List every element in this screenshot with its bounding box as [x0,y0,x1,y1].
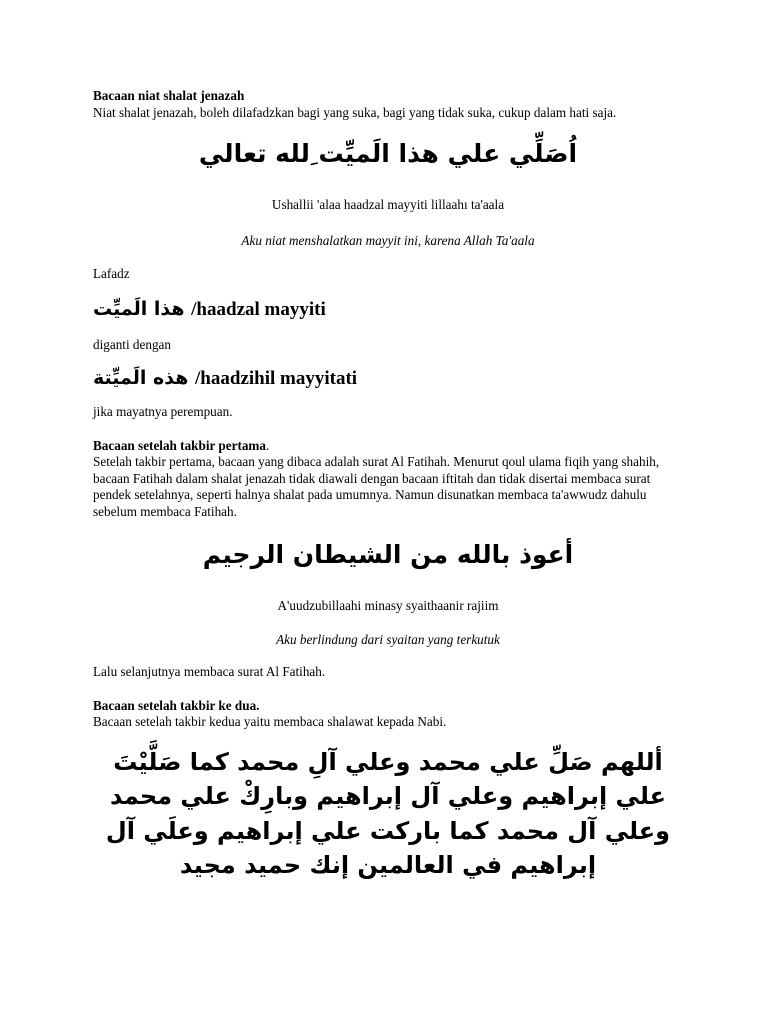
arabic-niat: اُصَلِّي علي هذا الَميِّت ِلله تعالي [198,139,578,168]
latin-niat: Ushallii 'alaa haadzal mayyiti lillaahı ta'aala [271,197,505,212]
translation-niat: Aku niat menshalatkan mayyit ini, karena Allah Ta'aala [241,232,535,248]
lafadz-label: Lafadz [93,266,130,281]
heading-takbir-1: Bacaan setelah takbir pertama [93,437,267,453]
heading-niat: Bacaan niat shalat jenazah [93,88,245,103]
arabic-taawwudz: أعوذ بالله من الشيطان الرجيم [202,540,574,569]
arabic-shalawat: أللهم صَلِّ علي محمد وعلي آلِ محمد كما صَلَّيْتَ علي إبراهيم وعلي آل إبراهيم وبارِكْ علي محمد وعلي آل محمد كما باركت علي إبراهيم وعلَي آل إبراهيم في العالمين إنك حميد مجيد [105,747,671,879]
lafadz-latin-2: /haadzihil mayyitati [195,368,358,389]
paragraph-niat: Niat shalat jenazah, boleh dilafadzkan bagi yang suka, bagi yang tidak suka, cukup dalam hati saja. [93,104,617,120]
replace-label: diganti dengan [93,336,172,352]
lafadz-line-2 [93,364,683,393]
paragraph-takbir-1: Setelah takbir pertama, bacaan yang dibaca adalah surat Al Fatihah. Menurut qoul ulama fiqih yang shahih, bacaan Fatihah dalam shalat jenazah tidak diawali dengan bacaan iftitah dan tidak disertai membaca surat pendek setelahnya, seperti halnya shalat pada umumnya. Namun disunatkan membaca ta'awwudz dahulu sebelum membaca Fatihah. [93,454,660,519]
lafadz-line-1 [93,295,683,324]
paragraph-takbir-2: Bacaan setelah takbir kedua yaitu membaca shalawat kepada Nabi. [93,714,447,729]
translation-taawwudz: Aku berlindung dari syaitan yang terkutuk [276,631,500,647]
lafadz-arabic-1: هذا الَميِّت [93,297,185,320]
lafadz-arabic-2: هذه الَميِّتة [93,367,189,389]
heading-takbir-2: Bacaan setelah takbir ke dua. [93,697,260,713]
lafadz-latin-1: /haadzal mayyiti [191,298,326,320]
heading-takbir-1-line [93,438,683,455]
lafadz-note: jika mayatnya perempuan. [93,404,233,419]
latin-taawwudz: A'uudzubillaahi minasy syaithaanir rajiim [277,598,499,613]
heading-takbir-1-suffix: . [266,437,270,453]
paragraph-fatihah: Lalu selanjutnya membaca surat Al Fatihah. [93,664,326,679]
document-page [93,88,683,883]
